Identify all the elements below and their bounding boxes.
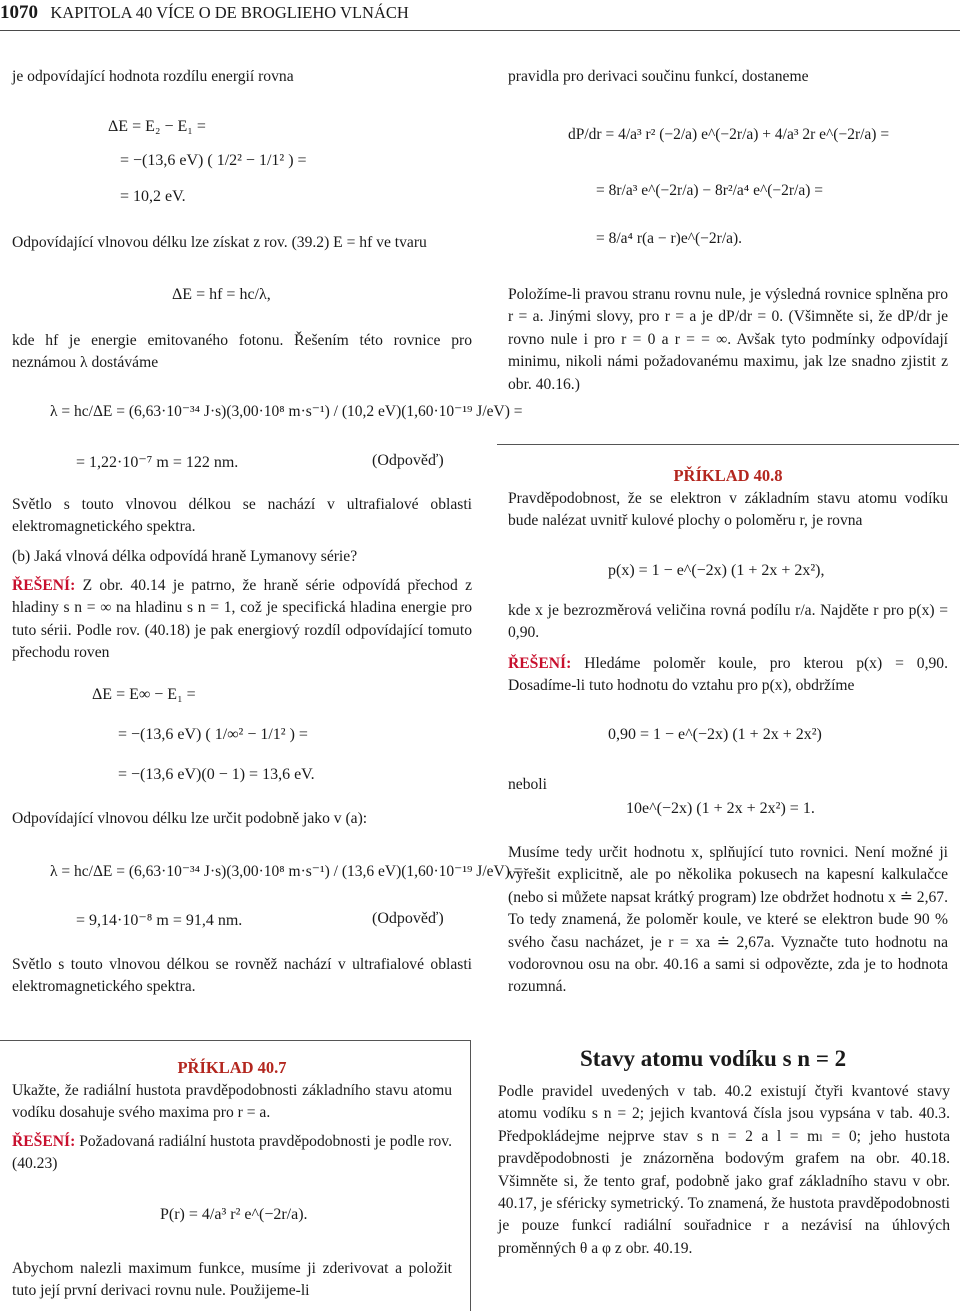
example-40-8-text-4: Musíme tedy určit hodnotu x, splňující tuto rovnici. Není možné ji vyřešit explicitně, ale po několika pokusech na kapesní kalkulačce (nebo si můžete napsat krátký program) lze obdržet hodnotu x ≐ 2,67. To tedy znamená, že poloměr koule, ve které se elektron bude 90 % svého času nacházet, je r = xa ≐ 2,67a. Vyznačte tuto hodnotu na vodorovnou osu na obr. 40.16 a sami si odpovězte, zda je to hodnota rozumná. [508, 844, 948, 996]
equation-1-line-3: = 10,2 eV. [120, 188, 186, 205]
right-paragraph-2: Položíme-li pravou stranu rovnu nule, je výsledná rovnice splněna pro r = a. Jinými slovy, pro r = a je dP/dr = 0. (Všimněte si, že dP/dr je rovno nule i pro r = 0 a r = = ∞. Avšak tyto podmínky odpovídají minimu, nikoli námi požadovanému maximu, jak lze snadno zjistit z obr. 40.16.) [508, 286, 948, 393]
chapter-title: KAPITOLA 40 VÍCE O DE BROGLIEHO VLNÁCH [50, 3, 409, 22]
answer-tag-2: (Odpověď) [372, 910, 444, 927]
section-title: Stavy atomu vodíku s n = 2 [580, 1046, 847, 1071]
example-40-7-solution [12, 1131, 452, 1176]
solution-text: Z obr. 40.14 je patrno, že hraně série odpovídá přechod z hladiny s n = ∞ na hladinu s n = 1, což je specifická hladina energie pro tuto sérii. Podle rov. (40.18) je pak energiový rozdíl odpovídající tomuto přechodu roven [12, 577, 472, 662]
page-number: 1070 [0, 2, 38, 23]
equation-2: ΔE = hf = hc/λ, [172, 286, 271, 303]
example-40-7-equation: P(r) = 4/a³ r² e^(−2r/a). [160, 1206, 308, 1223]
example-40-8-equation-3: 10e^(−2x) (1 + 2x + 2x²) = 1. [626, 800, 815, 817]
left-question-b: (b) Jaká vlnová délka odpovídá hraně Lymanovy série? [12, 548, 358, 565]
example-40-8-neboli: neboli [508, 776, 547, 793]
example-40-7-text-3: Abychom nalezli maximum funkce, musíme ji zderivovat a položit tuto její první derivaci rovnu nule. Použijeme-li [12, 1260, 452, 1300]
left-paragraph-1: je odpovídající hodnota rozdílu energií rovna [12, 68, 294, 85]
equation-5-line-2: = 9,14·10⁻⁸ m = 91,4 nm. [76, 912, 243, 929]
answer-tag-1: (Odpověď) [372, 452, 444, 469]
example-40-7-title: PŘÍKLAD 40.7 [177, 1058, 287, 1077]
right-equation-line-3: = 8/a⁴ r(a − r)e^(−2r/a). [596, 230, 743, 247]
equation-1-line-2: = −(13,6 eV) ( 1/2² − 1/1² ) = [120, 152, 307, 169]
left-paragraph-7: Odpovídající vlnovou délku lze určit podobně jako v (a): [12, 810, 368, 827]
example-40-8-equation-2: 0,90 = 1 − e^(−2x) (1 + 2x + 2x²) [608, 726, 822, 743]
right-equation-line-2: = 8r/a³ e^(−2r/a) − 8r²/a⁴ e^(−2r/a) = [596, 182, 823, 199]
section-paragraph-1: Podle pravidel uvedených v tab. 40.2 existují čtyři kvantové stavy atomu vodíku s n = 2; jejich kvantová čísla jsou vypsána v tab. 40.3. Předpokládejme nejprve stav s n = 2 a l = mₗ = 0; jeho hustota pravděpodobnosti je znázorněna bodovým grafem na obr. 40.18. Všimněte si, že tento graf, podobně jako graf základního stavu v obr. 40.17, je sféricky symetrický. To znamená, že hustota pravděpodobnosti je pouze funkcí radiální souřadnice r a nezávisí na úhlových proměnných θ a φ z obr. 40.19. [498, 1083, 950, 1257]
equation-5-line-1: λ = hc/ΔE = (6,63·10⁻³⁴ J·s)(3,00·10⁸ m·s⁻¹) / (13,6 eV)(1,60·10⁻¹⁹ J/eV) = [50, 863, 523, 880]
equation-4-line-3: = −(13,6 eV)(0 − 1) = 13,6 eV. [118, 766, 315, 783]
running-header [0, 2, 409, 24]
left-paragraph-2: Odpovídající vlnovou délku lze získat z rov. (39.2) E = hf ve tvaru [12, 234, 427, 251]
left-paragraph-3: kde hf je energie emitovaného fotonu. Řešením této rovnice pro neznámou λ dostáváme [12, 332, 472, 372]
example-40-7-solution-text: Požadovaná radiální hustota pravděpodobnosti je podle rov. (40.23) [12, 1133, 452, 1173]
example-40-8-text-2: kde x je bezrozměrová veličina rovná podílu r/a. Najděte r pro p(x) = 0,90. [508, 602, 948, 642]
example-40-8-solution-text: Hledáme poloměr koule, pro kterou p(x) = 0,90. Dosadíme-li tuto hodnotu do vztahu pro p(x), obdržíme [508, 655, 948, 695]
right-paragraph-1: pravidla pro derivaci součinu funkcí, dostaneme [508, 68, 809, 85]
left-paragraph-4: Světlo s touto vlnovou délkou se nachází v ultrafialové oblasti elektromagnetického spektra. [12, 496, 472, 536]
equation-3-line-1: λ = hc/ΔE = (6,63·10⁻³⁴ J·s)(3,00·10⁸ m·s⁻¹) / (10,2 eV)(1,60·10⁻¹⁹ J/eV) = [50, 403, 523, 420]
equation-3-line-2: = 1,22·10⁻⁷ m = 122 nm. [76, 454, 239, 471]
example-40-8-title: PŘÍKLAD 40.8 [673, 466, 783, 485]
example-40-7-text-1: Ukažte, že radiální hustota pravděpodobnosti základního stavu atomu vodíku dosahuje svého maxima pro r = a. [12, 1082, 452, 1122]
equation-4-line-2: = −(13,6 eV) ( 1/∞² − 1/1² ) = [118, 726, 308, 743]
example-40-8-equation-1: p(x) = 1 − e^(−2x) (1 + 2x + 2x²), [608, 562, 825, 579]
solution-label: ŘEŠENÍ: [12, 577, 76, 594]
example-40-8-solution [508, 653, 948, 698]
example-40-8-text-1: Pravděpodobnost, že se elektron v základním stavu atomu vodíku bude nalézat uvnitř kulové plochy o poloměru r, je rovna [508, 490, 948, 530]
right-equation-line-1: dP/dr = 4/a³ r² (−2/a) e^(−2r/a) + 4/a³ 2r e^(−2r/a) = [568, 126, 890, 143]
equation-1-line-1: ΔE = E₂ − E₁ = [108, 118, 206, 135]
equation-4-line-1: ΔE = E∞ − E₁ = [92, 686, 196, 703]
left-paragraph-8: Světlo s touto vlnovou délkou se rovněž nachází v ultrafialové oblasti elektromagnetického spektra. [12, 956, 472, 996]
example-40-7-solution-label: ŘEŠENÍ: [12, 1133, 76, 1150]
header-rule [0, 30, 960, 31]
left-paragraph-6 [12, 575, 472, 665]
example-40-8-solution-label: ŘEŠENÍ: [508, 655, 572, 672]
